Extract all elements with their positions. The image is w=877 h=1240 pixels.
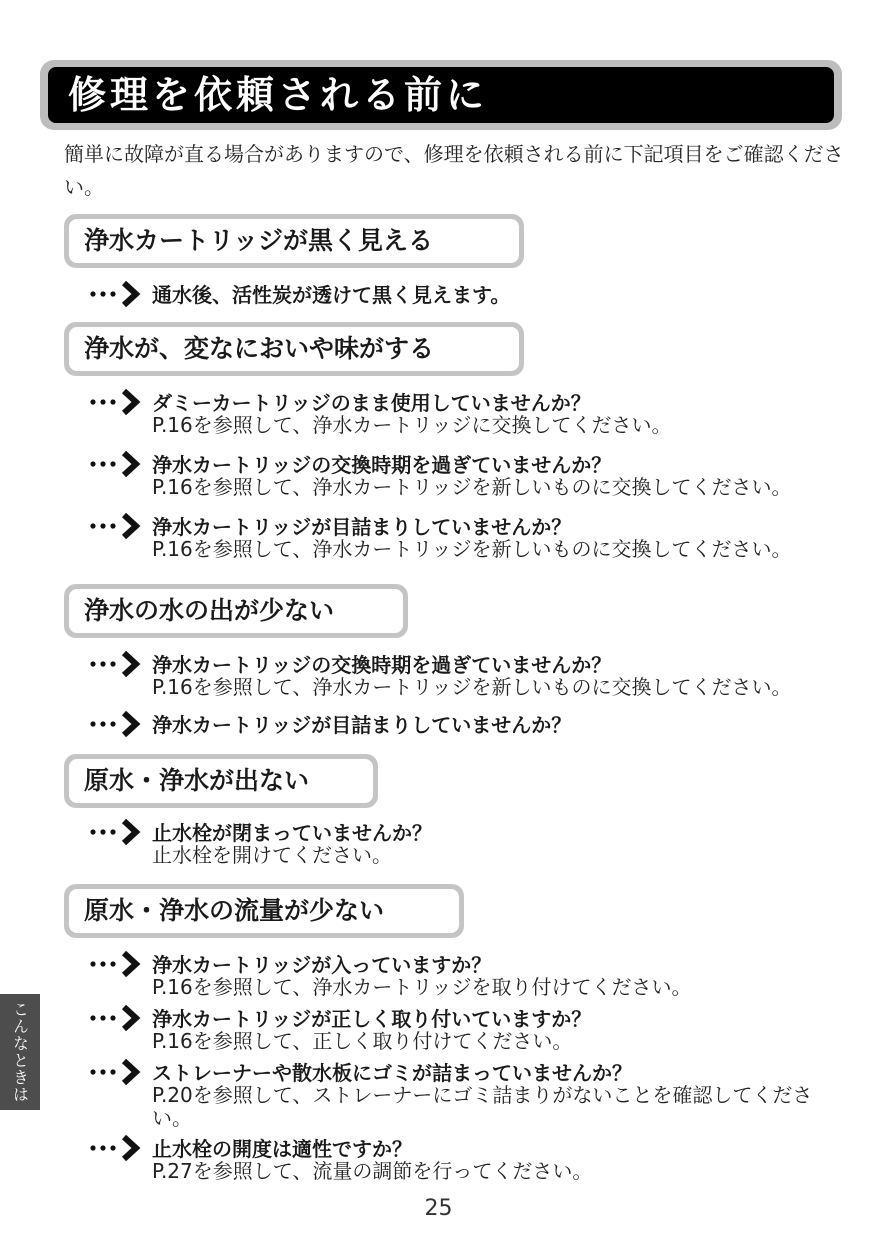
side-tab-label: こんなときは [10,1001,30,1103]
item-question: 浄水カートリッジが入っていますか？ [152,953,492,977]
section-heading-text: 原水・浄水が出ない [84,766,310,795]
item-question: ダミーカートリッジのまま使用していませんか？ [152,391,591,415]
item-question: 止水栓の開度は適性ですか？ [152,1137,412,1161]
arrow-dots-icon [88,1002,148,1034]
arrow-dots-icon [88,948,148,980]
arrow-dots-icon [88,386,148,418]
section-heading-odor-taste [64,322,524,376]
item-question: 通水後、活性炭が透けて黒く見えます。 [152,283,511,307]
section-heading-text: 原水・浄水の流量が少ない [84,896,385,925]
item-question: 浄水カートリッジが正しく取り付いていますか？ [152,1007,592,1031]
item-answer: P.20を参照して、ストレーナーにゴミ詰まりがないことを確認してください。 [152,1083,813,1130]
item-question: 浄水カートリッジが目詰まりしていませんか？ [152,515,572,539]
item-question: ストレーナーや散水板にゴミが詰まっていませんか？ [152,1061,632,1085]
item-answer: P.16を参照して、浄水カートリッジを取り付けてください。 [152,975,692,999]
section-heading-text: 浄水が、変なにおいや味がする [84,334,435,363]
arrow-dots-icon [88,648,148,680]
item-question: 浄水カートリッジが目詰まりしていませんか？ [152,713,572,737]
section-heading-text: 浄水の水の出が少ない [84,596,335,625]
section-heading-no-water [64,754,378,808]
section-heading-text: 浄水カートリッジが黒く見える [84,226,434,255]
item-question: 浄水カートリッジの交換時期を過ぎていませんか？ [152,453,612,477]
page-title-banner [40,60,842,130]
item-answer: 止水栓を開けてください。 [152,843,392,867]
page-title: 修理を依頼される前に [68,73,489,117]
arrow-dots-icon [88,278,148,310]
page-title-background [48,67,834,123]
item-answer: P.16を参照して、浄水カートリッジを新しいものに交換してください。 [152,537,792,561]
page-number: 25 [424,1196,453,1221]
arrow-dots-icon [88,448,148,480]
item-answer: P.16を参照して、正しく取り付けてください。 [152,1029,573,1053]
arrow-dots-icon [88,1132,148,1164]
section-heading-low-flow [64,584,408,638]
side-index-tab [0,994,40,1110]
section-heading-black-cartridge [64,214,524,268]
arrow-dots-icon [88,816,148,848]
item-answer: P.16を参照して、浄水カートリッジを新しいものに交換してください。 [152,675,792,699]
arrow-dots-icon [88,708,148,740]
item-answer: P.16を参照して、浄水カートリッジを新しいものに交換してください。 [152,475,792,499]
item-answer: P.27を参照して、流量の調節を行ってください。 [152,1159,593,1183]
item-answer: P.16を参照して、浄水カートリッジに交換してください。 [152,413,672,437]
item-question: 止水栓が閉まっていませんか？ [152,821,432,845]
arrow-dots-icon [88,1056,148,1088]
item-question: 浄水カートリッジの交換時期を過ぎていませんか？ [152,653,612,677]
arrow-dots-icon [88,510,148,542]
intro-text: 簡単に故障が直る場合がありますので、修理を依頼される前に下記項目をご確認ください。 [64,142,844,199]
section-heading-low-flow-rate [64,884,464,938]
